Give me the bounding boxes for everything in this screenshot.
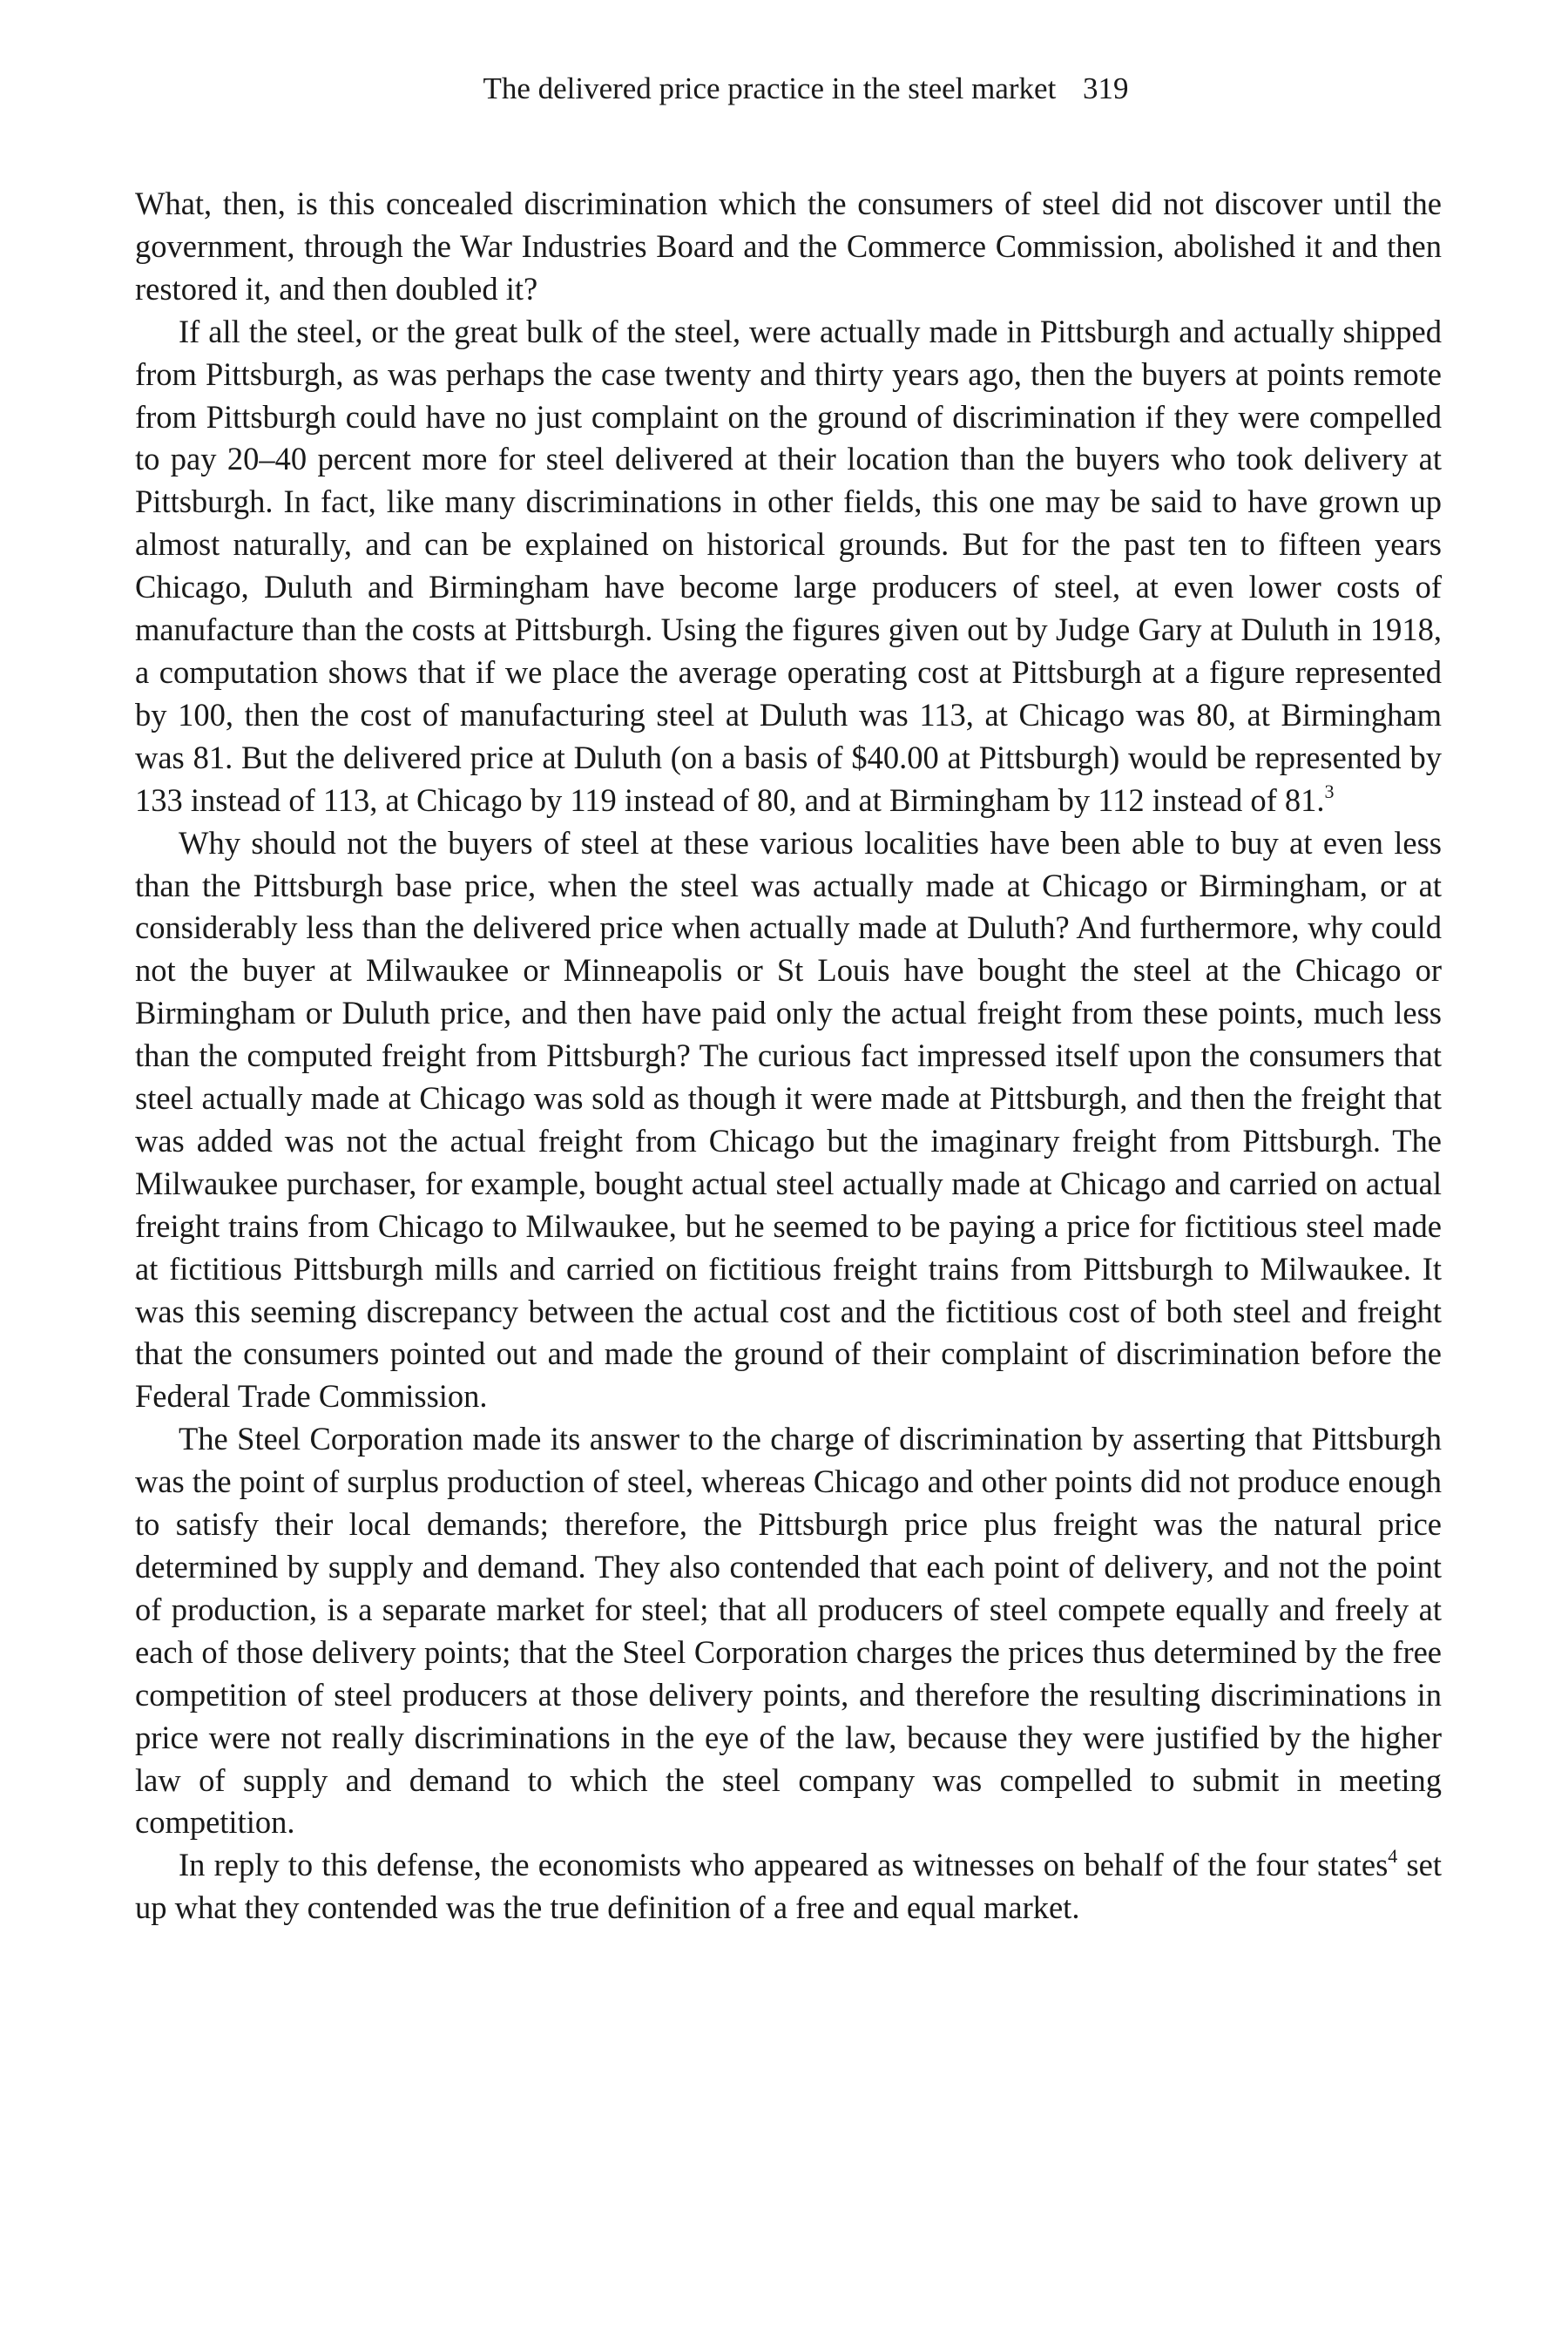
- body-text: [135, 183, 1442, 1930]
- paragraph-1-text: What, then, is this concealed discrimination which the consumers of steel did not discover until the government, through the War Industries Board and the Commerce Commission, abolished it and then restored it, and then doubled it?: [135, 186, 1442, 307]
- paragraph-3: [135, 822, 1442, 1419]
- paragraph-2-text: If all the steel, or the great bulk of the steel, were actually made in Pittsburgh and actually shipped from Pittsburgh, as was perhaps the case twenty and thirty years ago, then the buyers at points remote from Pittsburgh could have no just complaint on the ground of discrimination if they were compelled to pay 20–40 percent more for steel delivered at their location than the buyers who took delivery at Pittsburgh. In fact, like many discriminations in other fields, this one may be said to have grown up almost naturally, and can be explained on historical grounds. But for the past ten to fifteen years Chicago, Duluth and Birmingham have become large producers of steel, at even lower costs of manufacture than the costs at Pittsburgh. Using the figures given out by Judge Gary at Duluth in 1918, a computation shows that if we place the average operating cost at Pittsburgh at a figure represented by 100, then the cost of manufacturing steel at Duluth was 113, at Chicago was 80, at Birmingham was 81. But the delivered price at Duluth (on a basis of $40.00 at Pittsburgh) would be represented by 133 instead of 113, at Chicago by 119 instead of 80, and at Birmingham by 112 instead of 81.: [135, 313, 1442, 818]
- running-head: [170, 68, 1442, 110]
- paragraph-1: [135, 183, 1442, 311]
- paragraph-3-text: Why should not the buyers of steel at these various localities have been able to buy at even less than the Pittsburgh base price, when the steel was actually made at Chicago or Birmingham, or at considerably less than the delivered price when actually made at Duluth? And furthermore, why could not the buyer at Milwaukee or Minneapolis or St Louis have bought the steel at the Chicago or Birmingham or Duluth price, and then have paid only the actual freight from these points, much less than the computed freight from Pittsburgh? The curious fact impressed itself upon the consumers that steel actually made at Chicago was sold as though it were made at Pittsburgh, and then the freight that was added was not the actual freight from Chicago but the imaginary freight from Pittsburgh. The Milwaukee purchaser, for example, bought actual steel actually made at Chicago and carried on actual freight trains from Chicago to Milwaukee, but he seemed to be paying a price for fictitious steel made at fictitious Pittsburgh mills and carried on fictitious freight trains from Pittsburgh to Milwaukee. It was this seeming discrepancy between the actual cost and the fictitious cost of both steel and freight that the consumers pointed out and made the ground of their complaint of discrimination before the Federal Trade Commission.: [135, 824, 1442, 1415]
- footnote-ref-3: 3: [1324, 780, 1335, 802]
- page: [135, 68, 1442, 1930]
- paragraph-5-text-start: In reply to this defense, the economists who appeared as witnesses on behalf of the four states: [179, 1847, 1389, 1883]
- paragraph-4-text: The Steel Corporation made its answer to the charge of discrimination by asserting that Pittsburgh was the point of surplus production of steel, whereas Chicago and other points did not produce enough to satisfy their local demands; therefore, the Pittsburgh price plus freight was the natural price determined by supply and demand. They also contended that each point of delivery, and not the point of production, is a separate market for steel; that all producers of steel compete equally and freely at each of those delivery points; that the Steel Corporation charges the prices thus determined by the free competition of steel producers at those delivery points, and therefore the resulting discriminations in price were not really discriminations in the eye of the law, because they were justified by the higher law of supply and demand to which the steel company was compelled to submit in meeting competition.: [135, 1421, 1442, 1841]
- paragraph-2: [135, 311, 1442, 822]
- paragraph-5-text-end: set up what they contended was the true definition of a free and equal market.: [135, 1847, 1443, 1926]
- page-number: 319: [1083, 71, 1129, 105]
- footnote-ref-4: 4: [1388, 1845, 1398, 1868]
- paragraph-5: [135, 1844, 1442, 1930]
- paragraph-4: [135, 1418, 1442, 1844]
- running-head-title: The delivered price practice in the steel market: [483, 71, 1057, 105]
